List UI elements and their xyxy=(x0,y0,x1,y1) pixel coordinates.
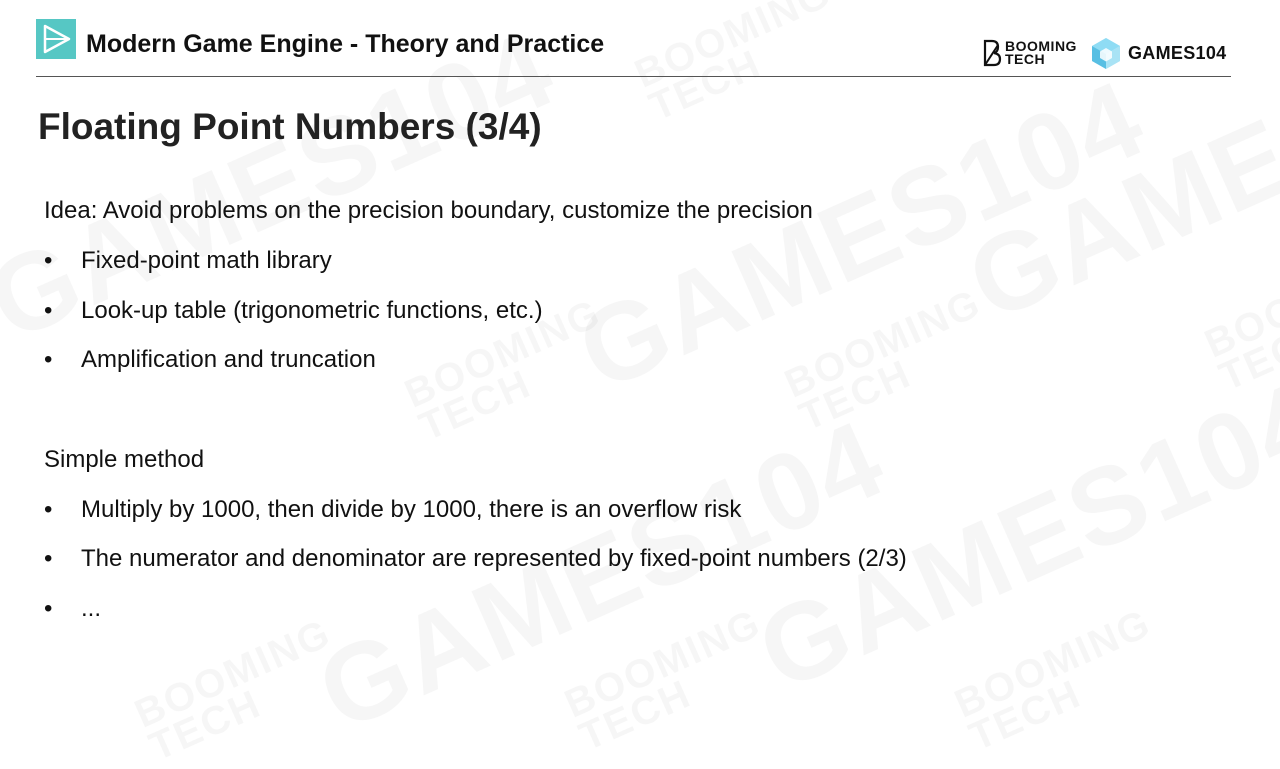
section-heading-simple-method: Simple method xyxy=(44,446,205,473)
watermark-booming xyxy=(950,605,1171,756)
slide-header xyxy=(36,18,1231,77)
bullet-text: Multiply by 1000, then divide by 1000, there is an overflow risk xyxy=(81,496,742,523)
watermark-games xyxy=(300,395,902,756)
bullet-item xyxy=(44,595,101,623)
bullet-item xyxy=(44,496,741,524)
bullet-text: Look-up table (trigonometric functions, etc.) xyxy=(81,297,543,324)
bullet-text: ... xyxy=(81,595,102,622)
bullet-marker: • xyxy=(44,247,53,274)
course-title: Modern Game Engine - Theory and Practice xyxy=(86,30,605,58)
bullet-item xyxy=(44,297,543,325)
booming-tech-logo xyxy=(982,38,1077,68)
bullet-marker: • xyxy=(44,545,53,572)
bullet-marker: • xyxy=(44,496,53,523)
play-logo-icon xyxy=(36,19,76,59)
bullet-text: Amplification and truncation xyxy=(81,346,376,373)
watermark-booming xyxy=(1200,245,1280,396)
games104-label: GAMES104 xyxy=(1128,42,1227,63)
watermark-games xyxy=(740,355,1280,716)
watermark-booming xyxy=(560,605,781,756)
watermark-games xyxy=(560,51,1162,416)
bullet-marker: • xyxy=(44,346,53,373)
booming-label: BOOMING xyxy=(1005,38,1077,54)
section-heading-idea: Idea: Avoid problems on the precision boundary, customize the precision xyxy=(44,197,813,224)
booming-b-icon xyxy=(982,39,1002,67)
bullet-item xyxy=(44,545,907,573)
bullet-text: Fixed-point math library xyxy=(81,247,332,274)
watermark-booming xyxy=(130,615,351,766)
bullet-marker: • xyxy=(44,595,53,622)
games-cube-icon xyxy=(1090,36,1122,70)
slide-title: Floating Point Numbers (3/4) xyxy=(38,106,542,147)
tech-label: TECH xyxy=(1005,51,1046,67)
bullet-item xyxy=(44,346,376,374)
bullet-marker: • xyxy=(44,297,53,324)
bullet-text: The numerator and denominator are represented by fixed-point numbers (2/3) xyxy=(81,545,907,572)
games104-logo xyxy=(1090,36,1226,70)
bullet-item xyxy=(44,247,332,275)
watermark-booming xyxy=(780,285,1001,436)
